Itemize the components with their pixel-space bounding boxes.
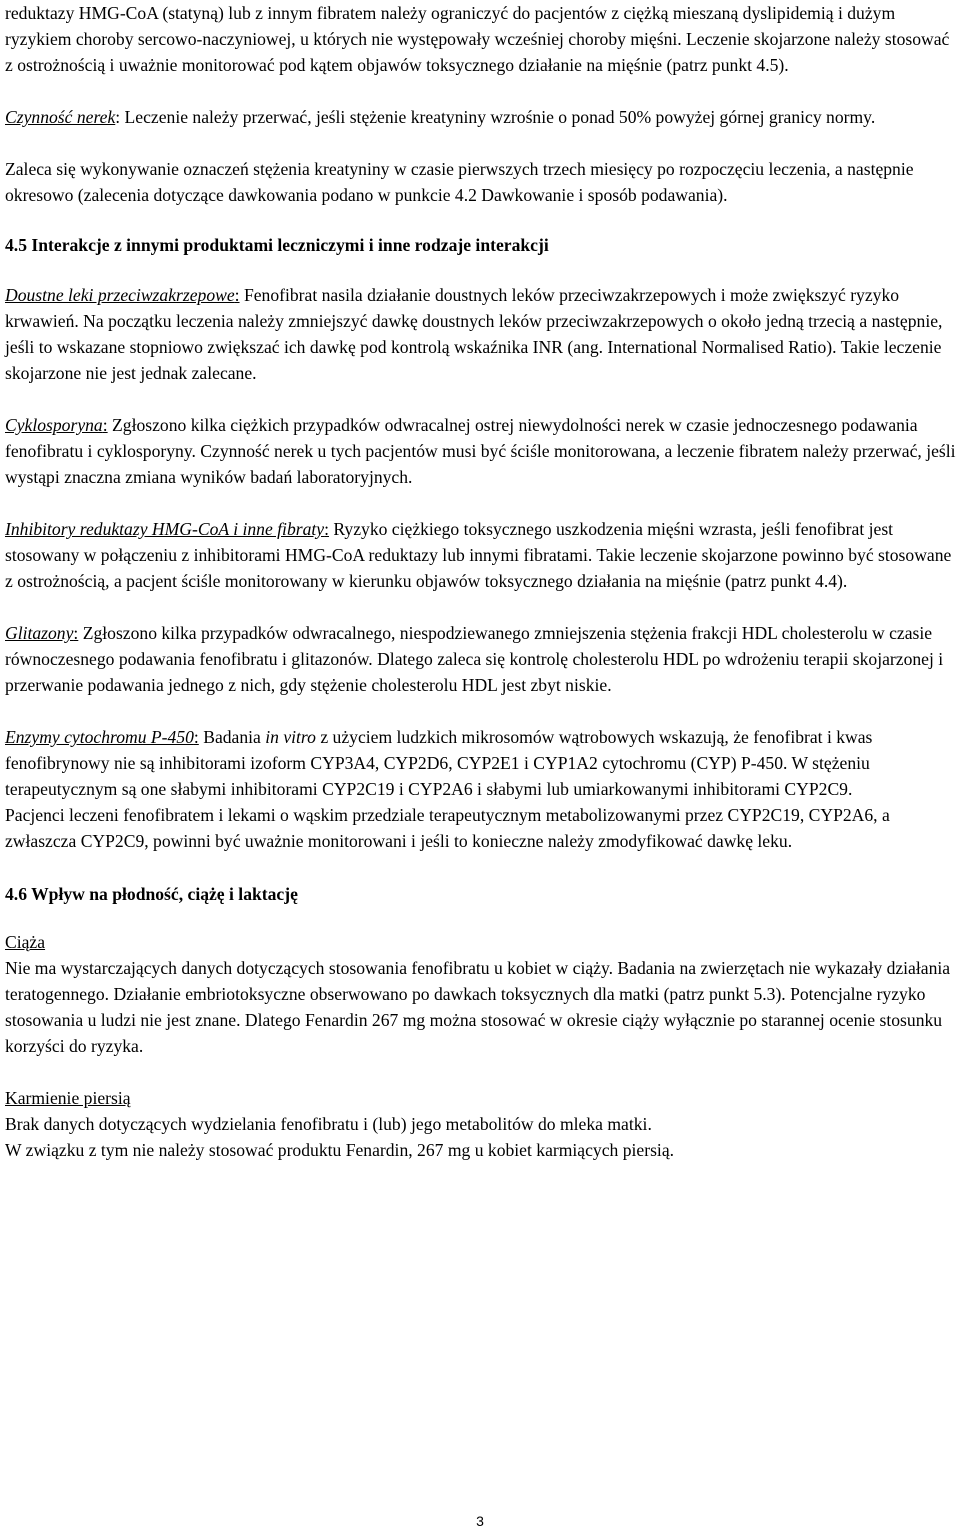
oral-anticoagulants-text: Fenofibrat nasila działanie doustnych leków przeciwzakrzepowych i może zwiększyć ryzyko krwawień. Na początku leczenia należy zmniejszyć dawkę doustnych leków przeciwzakrzepowych o około jedną trzecią a następnie, jeśli to wskazane stopniowo zwiększać ich dawkę pod kontrolą wskaźnika INR (ang. International Normalised Ratio). Takie leczenie skojarzone nie jest jednak zalecane. (5, 285, 943, 383)
paragraph-pregnancy: Nie ma wystarczających danych dotyczących stosowania fenofibratu u kobiet w ciąży. Badania na zwierzętach nie wykazały działania teratogennego. Działanie embriotoksyczne obserwowano po dawkach toksycznych dla matki (patrz punkt 5.3). Potencjalne ryzyko stosowania u ludzi nie jest znane. Dlatego Fenardin 267 mg można stosować w okresie ciąży wyłącznie po starannej ocenie stosunku korzyści do ryzyka. (5, 958, 951, 1056)
subheading-pregnancy (5, 929, 957, 955)
paragraph-cyclosporine (5, 412, 957, 490)
document-page (5, 0, 957, 1163)
paragraph-renal-function (5, 104, 957, 130)
paragraph-hmg-coa-inhibitors (5, 516, 957, 594)
paragraph-narrow-therapeutic: Pacjenci leczeni fenofibratem i lekami o wąskim przedziale terapeutycznym metabolizowanymi przez CYP2C19, CYP2A6, a zwłaszcza CYP2C9, powinni być uważnie monitorowani i jeśli to konieczne należy zmodyfikować dawkę leku. (5, 805, 890, 851)
label-cytochrome-p450: Enzymy cytochromu P-450 (5, 727, 194, 747)
label-separator: : (234, 285, 240, 305)
glitazones-text: Zgłoszono kilka przypadków odwracalnego, niespodziewanego zmniejszenia stężenia frakcji HDL cholesterolu w czasie równoczesnego podawania fenofibratu i glitazonów. Dlatego zaleca się kontrolę cholesterolu HDL po wdrożeniu terapii skojarzonej i przerwanie podawania jednego z nich, gdy stężenie cholesterolu HDL jest zbyt niskie. (5, 623, 944, 695)
label-hmg-coa-inhibitors: Inhibitory reduktazy HMG-CoA i inne fibraty (5, 519, 325, 539)
paragraph-creatinine-monitoring: Zaleca się wykonywanie oznaczeń stężenia kreatyniny w czasie pierwszych trzech miesięcy po rozpoczęciu leczenia, a następnie okresowo (zalecenia dotyczące dawkowania podano w punkcie 4.2 Dawkowanie i sposób podawania). (5, 159, 914, 205)
paragraph-oral-anticoagulants (5, 282, 957, 386)
label-oral-anticoagulants: Doustne leki przeciwzakrzepowe (5, 285, 235, 305)
label-glitazones: Glitazony (5, 623, 74, 643)
hmg-coa-inhibitors-text: Ryzyko ciężkiego toksycznego uszkodzenia mięśni wzrasta, jeśli fenofibrat jest stosowany w połączeniu z inhibitorami HMG-CoA reduktazy lub innymi fibratami. Takie leczenie skojarzone powinno być stosowane z ostrożnością, a pacjent ściśle monitorowany w kierunku objawów toksycznego działania na mięśnie (patrz punkt 4.4). (5, 519, 952, 591)
cyclosporine-text: Zgłoszono kilka ciężkich przypadków odwracalnej ostrej niewydolności nerek w czasie jednoczesnego podawania fenofibratu i cyklosporyny. Czynność nerek u tych pacjentów musi być ściśle monitorowana, a leczenie fibratem należy przerwać, jeśli wystąpi znaczna zmiana wyników badań laboratoryjnych. (5, 415, 956, 487)
paragraph-glitazones (5, 620, 957, 698)
section-heading-4-5: 4.5 Interakcje z innymi produktami leczniczymi i inne rodzaje interakcji (5, 235, 549, 255)
label-separator: : (115, 107, 121, 127)
paragraph-statin-combination: reduktazy HMG-CoA (statyną) lub z innym fibratem należy ograniczyć do pacjentów z ciężką mieszaną dyslipidemią i dużym ryzykiem choroby sercowo-naczyniowej, u których nie występowały wcześniej choroby mięśni. Leczenie skojarzone należy stosować z ostrożnością i uważnie monitorować pod kątem objawów toksycznego działanie na mięśnie (patrz punkt 4.5). (5, 3, 950, 75)
label-cyclosporine: Cyklosporyna (5, 415, 103, 435)
cytochrome-in-vitro: in vitro (265, 727, 316, 747)
cytochrome-text-b: z użyciem ludzkich mikrosomów wątrobowych wskazują, że fenofibrat i kwas fenofibrynowy nie są inhibitorami izoform CYP3A4, CYP2D6, CYP2E1 i CYP1A2 cytochromu (CYP) P-450. W stężeniu terapeutycznym są one słabymi inhibitorami CYP2C19 i CYP2A6 i słabymi lub umiarkowanymi inhibitorami CYP2C9. (5, 727, 873, 799)
section-heading-4-6: 4.6 Wpływ na płodność, ciążę i laktację (5, 884, 298, 904)
breastfeeding-heading: Karmienie piersią (5, 1088, 131, 1108)
paragraph-breastfeeding-line2: W związku z tym nie należy stosować produktu Fenardin, 267 mg u kobiet karmiących piersią. (5, 1140, 675, 1160)
label-separator: : (73, 623, 79, 643)
subheading-breastfeeding (5, 1085, 957, 1111)
pregnancy-heading: Ciąża (5, 932, 46, 952)
cytochrome-text-a: Badania (198, 727, 266, 747)
label-separator: : (324, 519, 329, 539)
label-separator: : (102, 415, 108, 435)
paragraph-cytochrome-p450 (5, 724, 957, 802)
label-separator: : (193, 727, 199, 747)
page-number: 3 (476, 1513, 484, 1529)
label-renal-function: Czynność nerek (5, 107, 116, 127)
renal-function-text: Leczenie należy przerwać, jeśli stężenie kreatyniny wzrośnie o ponad 50% powyżej górnej granicy normy. (120, 107, 876, 127)
paragraph-breastfeeding-line1: Brak danych dotyczących wydzielania fenofibratu i (lub) jego metabolitów do mleka matki. (5, 1114, 652, 1134)
